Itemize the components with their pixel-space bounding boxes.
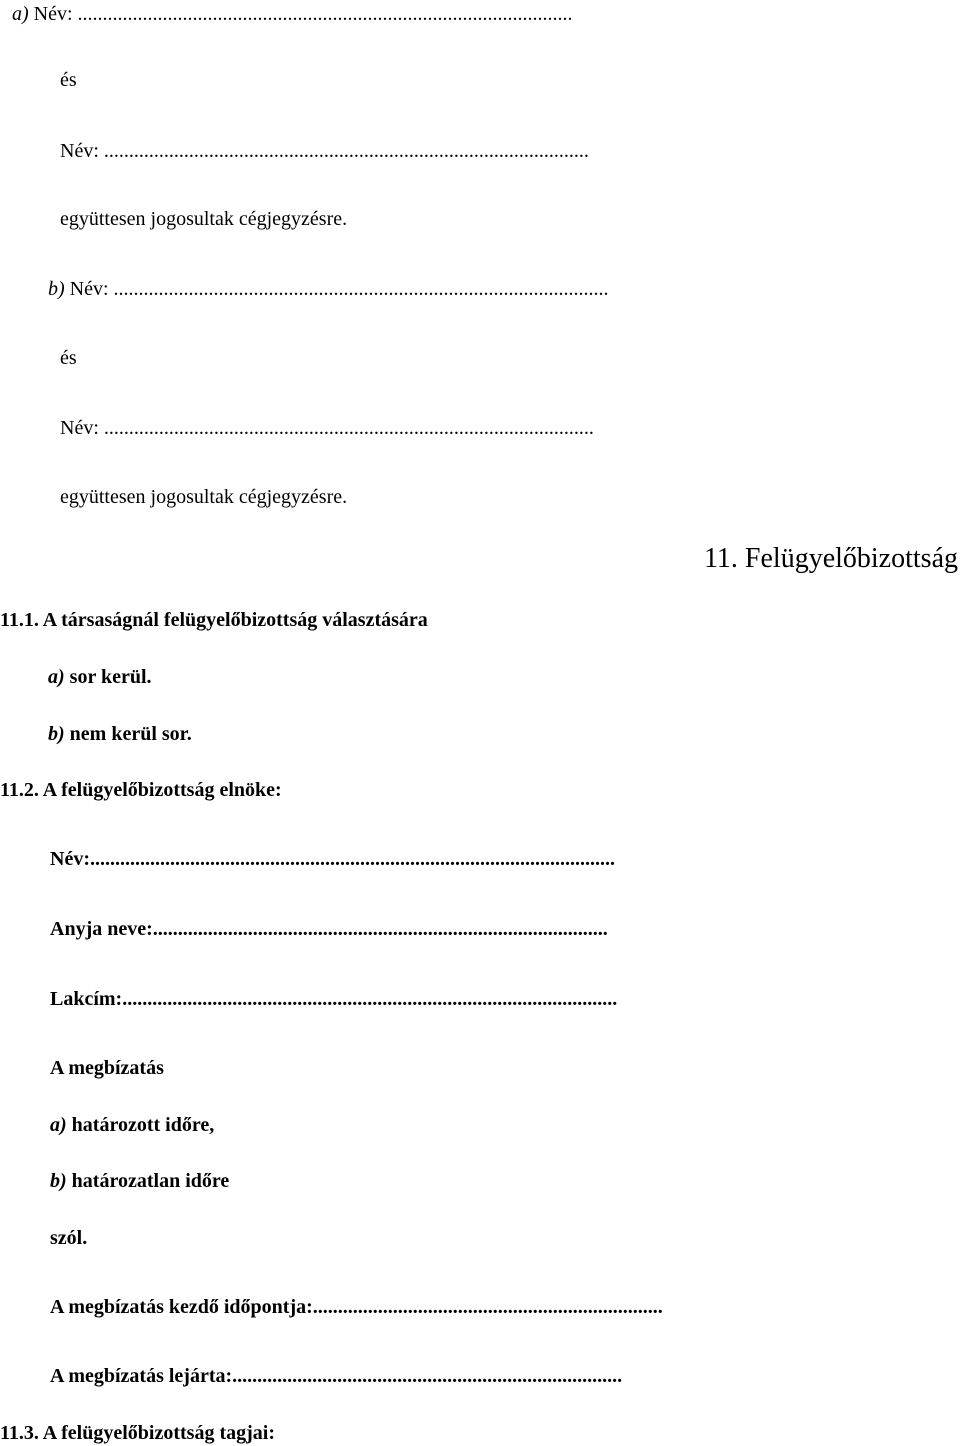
option-b-name-line bbox=[48, 279, 609, 299]
mandate-option-b-label: b) bbox=[50, 1170, 67, 1192]
option-a-text: sor kerül. bbox=[69, 666, 152, 688]
conjunction-es-2: és bbox=[60, 347, 77, 369]
option-b-text: nem kerül sor. bbox=[69, 723, 192, 745]
section-heading: 11. Felügyelőbizottság bbox=[703, 543, 958, 574]
joint-signature-text-1: együttesen jogosultak cégjegyzésre. bbox=[60, 208, 348, 230]
paragraph-11-2: 11.2. A felügyelőbizottság elnöke: bbox=[0, 779, 282, 801]
chair-address-field: Lakcím:................................................................................................... bbox=[50, 988, 618, 1010]
name-field-1: Név: ................................................................................................... bbox=[33, 3, 573, 25]
mandate-label: A megbízatás bbox=[50, 1057, 164, 1079]
paragraph-11-3: 11.3. A felügyelőbizottság tagjai: bbox=[0, 1422, 275, 1444]
mandate-option-a-text: határozott időre, bbox=[71, 1114, 215, 1136]
mandate-option-a-line bbox=[50, 1115, 214, 1135]
mandate-end-date-field: A megbízatás lejárta:.............................................................................. bbox=[50, 1365, 623, 1387]
mandate-start-date-field: A megbízatás kezdő időpontja:...................................................................... bbox=[50, 1296, 663, 1318]
name-field-2: Név: ................................................................................................. bbox=[60, 140, 589, 162]
option-a-label: a) bbox=[12, 3, 29, 25]
option-a-label: a) bbox=[48, 666, 65, 688]
option-b-label: b) bbox=[48, 278, 65, 300]
mandate-option-b-text: határozatlan időre bbox=[71, 1170, 230, 1192]
option-a-name-line bbox=[12, 4, 573, 24]
conjunction-es-1: és bbox=[60, 69, 77, 91]
mandate-szol-text: szól. bbox=[50, 1227, 88, 1249]
mandate-option-a-label: a) bbox=[50, 1114, 67, 1136]
option-b-line bbox=[48, 724, 192, 744]
name-field-4: Név: .................................................................................................. bbox=[60, 417, 594, 439]
chair-mother-name-field: Anyja neve:........................................................................................... bbox=[50, 918, 608, 940]
option-a-line bbox=[48, 667, 152, 687]
paragraph-11-1: 11.1. A társaságnál felügyelőbizottság választására bbox=[0, 609, 428, 631]
option-b-label: b) bbox=[48, 723, 65, 745]
name-field-3: Név: ................................................................................................... bbox=[69, 278, 609, 300]
joint-signature-text-2: együttesen jogosultak cégjegyzésre. bbox=[60, 486, 348, 508]
chair-name-field: Név:......................................................................................................... bbox=[50, 848, 615, 870]
mandate-option-b-line bbox=[50, 1171, 229, 1191]
